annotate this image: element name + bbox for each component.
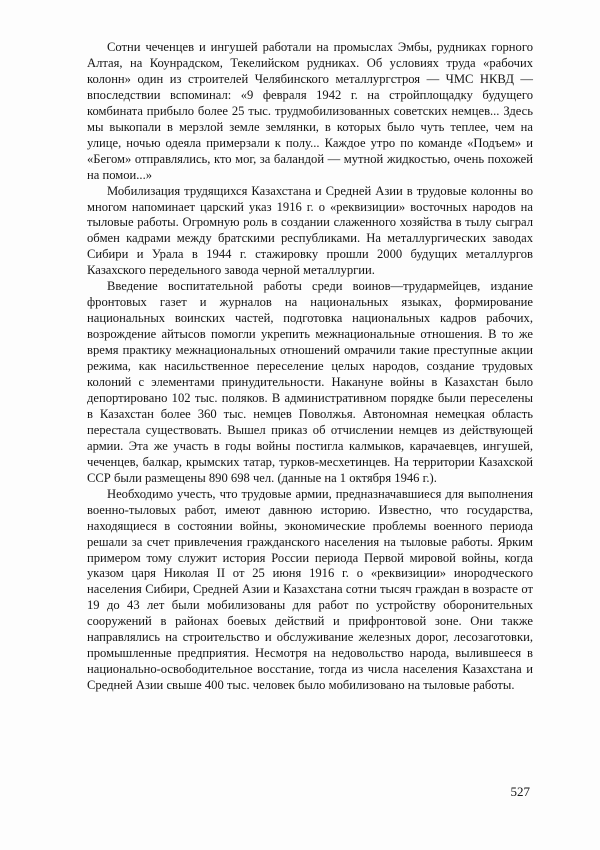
paragraph-3: Введение воспитательной работы среди воинов—трудармейцев, издание фронтовых газет и журналов на национальных языках, формирование национальных воинских частей, подготовка национальных кадров рабочих, возрождение айтысов помогли укрепить межнациональные отношения. В то же время практику межнациональных отношений омрачили такие преступные акции режима, как насильственное переселение целых народов, создание трудовых колоний с элементами принудительности. Накануне войны в Казахстан было депортировано 102 тыс. поляков. В административном порядке были переселены в Казахстан более 360 тыс. немцев Поволжья. Автономная немецкая область перестала существовать. Вышел приказ об отчислении немцев из действующей армии. Эта же участь в годы войны постигла калмыков, карачаевцев, ингушей, чеченцев, балкар, крымских татар, турков-месхетинцев. На территории Казахской ССР были размещены 890 698 чел. (данные на 1 октября 1946 г.). <box>87 279 533 485</box>
paragraph-2: Мобилизация трудящихся Казахстана и Средней Азии в трудовые колонны во многом напоминает царский указ 1916 г. о «реквизиции» восточных народов на тыловые работы. Огромную роль в создании слаженного хозяйства в тылу сыграл обмен кадрами между братскими республиками. На металлургических заводах Сибири и Урала в 1944 г. стажировку прошли 2000 будущих металлургов Казахского передельного завода черной металлургии. <box>87 183 533 278</box>
body-text <box>87 40 533 694</box>
page-number: 527 <box>510 784 530 799</box>
paragraph-1: Сотни чеченцев и ингушей работали на промыслах Эмбы, рудниках горного Алтая, на Коунрадском, Текелийском рудниках. Об условиях труда «рабочих колонн» один из строителей Челябинского металлургстроя — ЧМС НКВД — впоследствии вспоминал: «9 февраля 1942 г. на стройплощадку будущего комбината прибыло более 25 тыс. трудмобилизованных советских немцев... Здесь мы выкопали в мерзлой земле землянки, в которых было чуть теплее, чем на улице, ночью одеяла примерзали к полу... Каждое утро по команде «Подъем» и «Бегом» отправлялись, кто мог, за баландой — мутной жидкостью, очень похожей на помои...» <box>87 40 533 182</box>
paragraph-4: Необходимо учесть, что трудовые армии, предназначавшиеся для выполнения военно-тыловых работ, имеют давнюю историю. Известно, что государства, находящиеся в состоянии войны, экономические проблемы военного периода решали за счет привлечения гражданского населения на тыловые работы. Ярким примером тому служит история России периода Первой мировой войны, когда указом царя Николая II от 25 июня 1916 г. о «реквизиции» инородческого населения Сибири, Средней Азии и Казахстана сотни тысяч граждан в возрасте от 19 до 43 лет были мобилизованы для работ по устройству оборонительных сооружений в районах боевых действий и прифронтовой зоне. Они также направлялись на строительство и обслуживание железных дорог, лесозаготовки, промышленные предприятия. Несмотря на недовольство народа, вылившееся в национально-освободительное восстание, тогда из числа населения Казахстана и Средней Азии свыше 400 тыс. человек было мобилизовано на тыловые работы. <box>87 486 533 693</box>
